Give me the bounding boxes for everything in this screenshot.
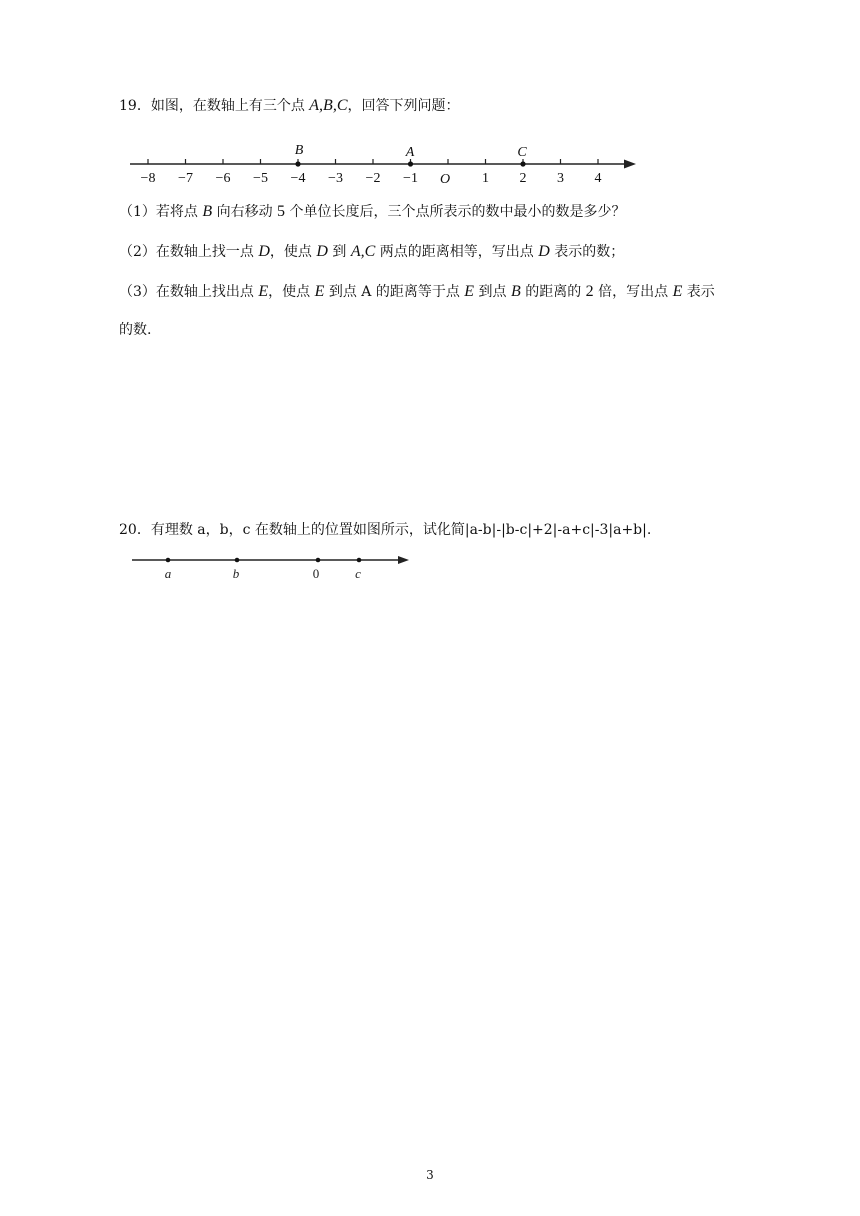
q19-p1-var-b: B xyxy=(202,203,213,220)
q19-p1-text-b: 向右移动 xyxy=(212,204,278,220)
q20-label-0: 0 xyxy=(312,566,320,581)
q19-p2-text-c: 到 xyxy=(327,244,351,260)
q19-tick-label: −6 xyxy=(215,171,231,186)
q19-part-2 xyxy=(119,242,624,262)
q19-axis-arrow xyxy=(624,160,636,169)
q19-p2-var-ac: A,C xyxy=(350,243,376,260)
question-20-stem: 20．有理数 a，b，c 在数轴上的位置如图所示，试化简|a-b|-|b-c|+2|-a+c|-3|a+b|. xyxy=(119,522,652,538)
q19-p3-var-e2: E xyxy=(314,283,325,300)
q19-points xyxy=(295,143,528,167)
question-19-stem xyxy=(119,96,459,116)
q19-tick-label: −2 xyxy=(365,171,381,186)
q19-point-a-label: A xyxy=(405,145,415,160)
q19-p1-number: 5 xyxy=(277,203,286,220)
q20-point-0-dot xyxy=(316,558,321,563)
q20-label-b: b xyxy=(232,566,240,581)
q19-tick-label: 4 xyxy=(594,171,602,186)
q19-p2-text-a: （2）在数轴上找一点 xyxy=(119,244,259,260)
q19-tick-label: 3 xyxy=(557,171,564,186)
q19-part-3 xyxy=(119,282,715,302)
q19-p3-var-e: E xyxy=(258,283,269,300)
q19-tick-label: −8 xyxy=(140,171,156,186)
q19-p3-text-g: 表示 xyxy=(682,284,715,300)
q20-label-c: c xyxy=(355,566,361,581)
q19-p2-var-d: D xyxy=(258,243,270,260)
q19-p3-text-b: ，使点 xyxy=(268,284,315,300)
q19-p3-text-f: 倍，写出点 xyxy=(593,284,673,300)
q20-label-a: a xyxy=(164,566,172,581)
q19-point-c-label: C xyxy=(517,145,527,160)
q19-tick-label: −7 xyxy=(178,171,193,186)
q20-number-line xyxy=(0,548,860,588)
q19-p3-var-e3: E xyxy=(464,283,475,300)
q19-stem-suffix: ，回答下列问题： xyxy=(347,98,460,114)
q19-p3-text-e: 的距离的 xyxy=(520,284,586,300)
q19-point-b-label: B xyxy=(294,143,304,158)
q19-p3-number: 2 xyxy=(585,283,594,300)
q19-part-1 xyxy=(119,202,626,222)
q20-point-b-dot xyxy=(235,558,240,563)
q19-p2-var-d2: D xyxy=(316,243,328,260)
q19-tick-label: −5 xyxy=(253,171,268,186)
q19-part-3-continued: 的数. xyxy=(119,322,152,338)
q19-p1-text-a: （1）若将点 xyxy=(119,204,203,220)
q19-p3-text-a: （3）在数轴上找出点 xyxy=(119,284,259,300)
q20-axis-arrow xyxy=(398,556,409,564)
page-number: 3 xyxy=(426,1168,434,1182)
q19-p3-text-c: 到点 A 的距离等于点 xyxy=(324,284,465,300)
q19-tick-label: 1 xyxy=(482,171,489,186)
q19-tick-labels xyxy=(141,171,602,187)
q19-stem-points: A,B,C xyxy=(309,97,348,114)
q19-p2-text-b: ，使点 xyxy=(269,244,317,260)
q19-p2-text-e: 表示的数； xyxy=(549,244,625,260)
q19-tick-label: −4 xyxy=(290,171,306,186)
q19-p3-var-e4: E xyxy=(672,283,683,300)
q19-stem-prefix: 19．如图，在数轴上有三个点 xyxy=(119,98,310,114)
q19-point-c-dot xyxy=(520,161,525,166)
q20-point-a-dot xyxy=(166,558,171,563)
q19-p3-var-b: B xyxy=(510,283,521,300)
q19-point-b-dot xyxy=(295,161,300,166)
q19-point-a-dot xyxy=(408,161,413,166)
q19-tick-label: −1 xyxy=(403,171,418,186)
q19-tick-label: O xyxy=(439,172,451,187)
q19-p1-text-c: 个单位长度后，三个点所表示的数中最小的数是多少？ xyxy=(285,204,626,220)
q19-p2-text-d: 两点的距离相等，写出点 xyxy=(375,244,539,260)
q19-p2-var-d3: D xyxy=(538,243,550,260)
q19-tick-label: −3 xyxy=(328,171,343,186)
q19-number-line xyxy=(0,135,860,335)
q19-tick-label: 2 xyxy=(519,171,527,186)
q19-p3-text-d: 到点 xyxy=(474,284,511,300)
q20-point-c-dot xyxy=(357,558,362,563)
